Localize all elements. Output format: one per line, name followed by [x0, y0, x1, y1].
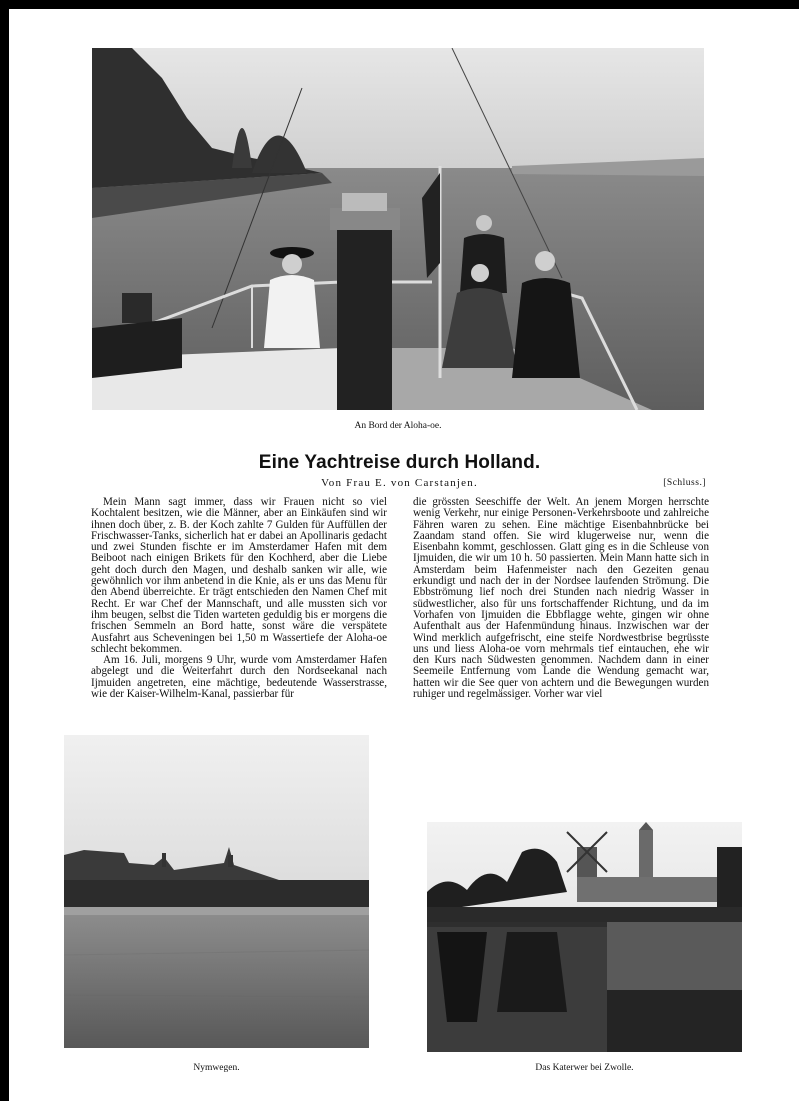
photo-nymwegen [64, 735, 369, 1048]
article-column-left [91, 497, 387, 725]
scan-border-left [0, 0, 9, 1101]
article-title: Eine Yachtreise durch Holland. [258, 452, 541, 473]
article-paragraph: Am 16. Juli, morgens 9 Uhr, wurde vom Amsterdamer Hafen abgelegt und die Weiterfahrt durch den Nordseekanal nach Ijmuiden angetreten, eine mächtige, bedeutende Wasserstrasse, wie der Kaiser-Wilhelm-Kanal, passierbar für [91, 654, 387, 701]
photo-nymwegen-image [64, 735, 369, 1048]
photo-caption-nymwegen: Nymwegen. [193, 1063, 240, 1073]
photo-katerwer-zwolle [427, 822, 742, 1052]
article-paragraph: Mein Mann sagt immer, dass wir Frauen nicht so viel Kochtalent besitzen, wie die Männer, aber an Einkäufen sind wir ihnen doch über, z. B. der Koch zahlte 7 Gulden für Auffüllen der Frischwasser-Tanks, sicherlich hat er dabei an Apollinaris gedacht und zwei Stunden fischte er im Amsterdamer Hafen mit dem Beiboot nach einigen Brikets für den Kochherd, aber die Liebe geht doch durch den Magen, und deshalb sanken wir alle, wie gewöhnlich vor ihm anbetend in die Knie, als er uns das Menu für den Abend überreichte. Er trägt entschieden den Namen Chef mit Recht. Er war Chef der Mannschaft, und alle mussten sich vor ihm beugen, selbst die Tiden warteten geduldig bis er morgens die frischen Semmeln an Bord hatte, sonst wäre die verspätete Ausfahrt aus Scheveningen bei 1,50 m Wassertiefe der Aloha-oe schlecht bekommen. [91, 497, 387, 655]
article-column-right [413, 497, 709, 725]
photo-caption-katerwer: Das Katerwer bei Zwolle. [535, 1063, 634, 1073]
photo-aboard-yacht-image [92, 48, 704, 410]
photo-caption-aboard: An Bord der Aloha-oe. [354, 421, 442, 431]
photo-katerwer-image [427, 822, 742, 1052]
article-note: [Schluss.] [663, 478, 706, 488]
scan-border-top [0, 0, 799, 9]
article-paragraph: die grössten Seeschiffe der Welt. An jenem Morgen herrschte wenig Verkehr, nur einige Personen-Verkehrsboote und zahlreiche Fähren waren zu sehen. Eine mächtige Eisenbahnbrücke bei Zaandam stand offen. Sie wird klugerweise nur, wenn die Eisenbahn kommt, geschlossen. Glatt ging es in die Schleuse von Ijmuiden, die wir um 10 h. 50 passierten. Mein Mann hatte sich in Amsterdam beim Hafenmeister nach den Gezeiten genau erkundigt und nach der in der Nordsee laufenden Strömung. Die Ebbströmung lief noch drei Stunden nach niedrig Wasser in südwestlicher, also für uns fortschaffender Richtung, und da im Vorhafen von Ijmuiden die Ebbflagge wehte, gingen wir ohne Aufenthalt aus der Hafenmündung hinaus. Inzwischen war der Wind merklich aufgefrischt, eine steife Nordwestbrise begrüsste uns und liess Aloha-oe vorn mehrmals tief eintauchen, ehe wir den Kurs nach Südwesten genommen. Nachdem dann in einer Seemeile Entfernung vom Lande die Wendung gemacht war, hatten wir die See quer von achtern und die Bewegungen wurden ruhiger und regelmässiger. Vorher war viel [413, 497, 709, 701]
photo-aboard-yacht [92, 48, 704, 410]
article-byline: Von Frau E. von Carstanjen. [321, 477, 478, 489]
